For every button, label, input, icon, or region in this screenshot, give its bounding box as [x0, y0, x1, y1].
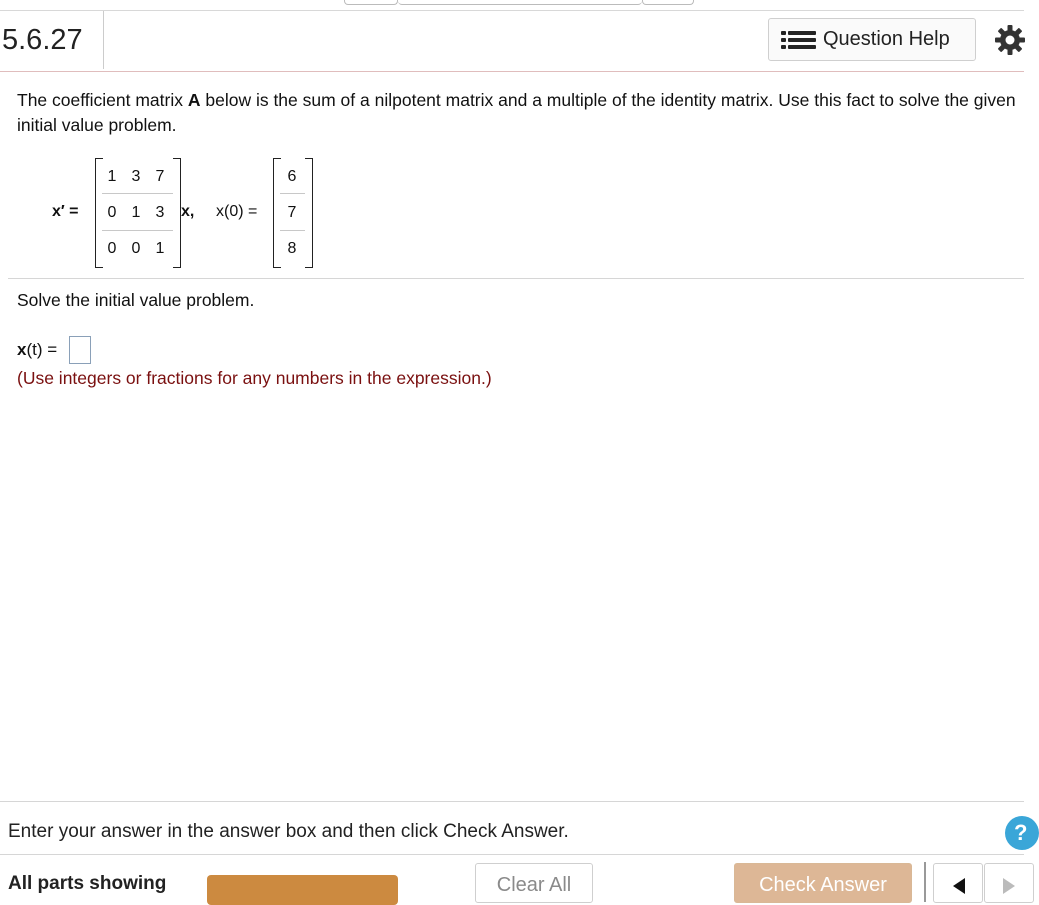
gear-icon[interactable] — [994, 24, 1026, 56]
solve-prompt: Solve the initial value problem. — [17, 290, 255, 310]
top-tab-left[interactable] — [344, 0, 398, 5]
matrix-cell: 0 — [107, 204, 117, 221]
vector-cell: 6 — [287, 168, 297, 185]
list-icon — [781, 28, 819, 52]
lhs-label: x′ = — [52, 203, 79, 220]
question-help-label: Question Help — [823, 28, 950, 50]
answer-input-box[interactable] — [69, 336, 91, 364]
matrix-cell: 3 — [131, 168, 141, 185]
initial-condition-label: x(0) = — [216, 203, 258, 220]
vector-cell: 8 — [287, 240, 297, 257]
question-number: 5.6.27 — [2, 24, 83, 56]
previous-button[interactable] — [933, 863, 983, 903]
top-tab-middle[interactable] — [398, 0, 642, 5]
matrix-cell: 0 — [131, 240, 141, 257]
matrix-a-symbol: A — [187, 90, 201, 110]
triangle-right-icon — [1003, 878, 1015, 894]
parts-showing-label: All parts showing — [8, 873, 167, 894]
matrix-cell: 1 — [155, 240, 165, 257]
matrix-cell: 1 — [107, 168, 117, 185]
progress-bar — [207, 875, 398, 905]
vector-cell: 7 — [287, 204, 297, 221]
triangle-left-icon — [953, 878, 965, 894]
vector-x-suffix: x, — [181, 203, 195, 220]
bottom-divider — [0, 854, 1024, 855]
question-help-button[interactable] — [768, 18, 976, 61]
matrix-cell: 3 — [155, 204, 165, 221]
vector-right-bracket — [305, 158, 313, 268]
nav-separator — [924, 862, 926, 902]
clear-all-button[interactable]: Clear All — [475, 863, 593, 903]
matrix-cell: 7 — [155, 168, 165, 185]
question-header — [0, 11, 1024, 72]
footer-instruction: Enter your answer in the answer box and then click Check Answer. — [8, 821, 569, 842]
footer-divider — [0, 801, 1024, 802]
matrix-cell: 1 — [131, 204, 141, 221]
section-divider — [8, 278, 1024, 279]
header-divider — [103, 11, 104, 69]
top-tabs — [344, 0, 694, 6]
vector-left-bracket — [273, 158, 281, 268]
check-answer-button[interactable]: Check Answer — [734, 863, 912, 903]
matrix-right-bracket — [173, 158, 181, 268]
problem-statement: The coefficient matrix A below is the sum of a nilpotent matrix and a multiple of the identity matrix. Use this fact to solve the given initial value problem. — [17, 90, 1016, 135]
top-tab-right[interactable] — [642, 0, 694, 5]
answer-hint: (Use integers or fractions for any numbers in the expression.) — [17, 368, 492, 388]
ivp-equation — [0, 158, 400, 270]
answer-label: x(t) = — [17, 340, 58, 359]
matrix-cell: 0 — [107, 240, 117, 257]
next-button[interactable] — [984, 863, 1034, 903]
help-circle-icon[interactable]: ? — [1005, 816, 1039, 850]
